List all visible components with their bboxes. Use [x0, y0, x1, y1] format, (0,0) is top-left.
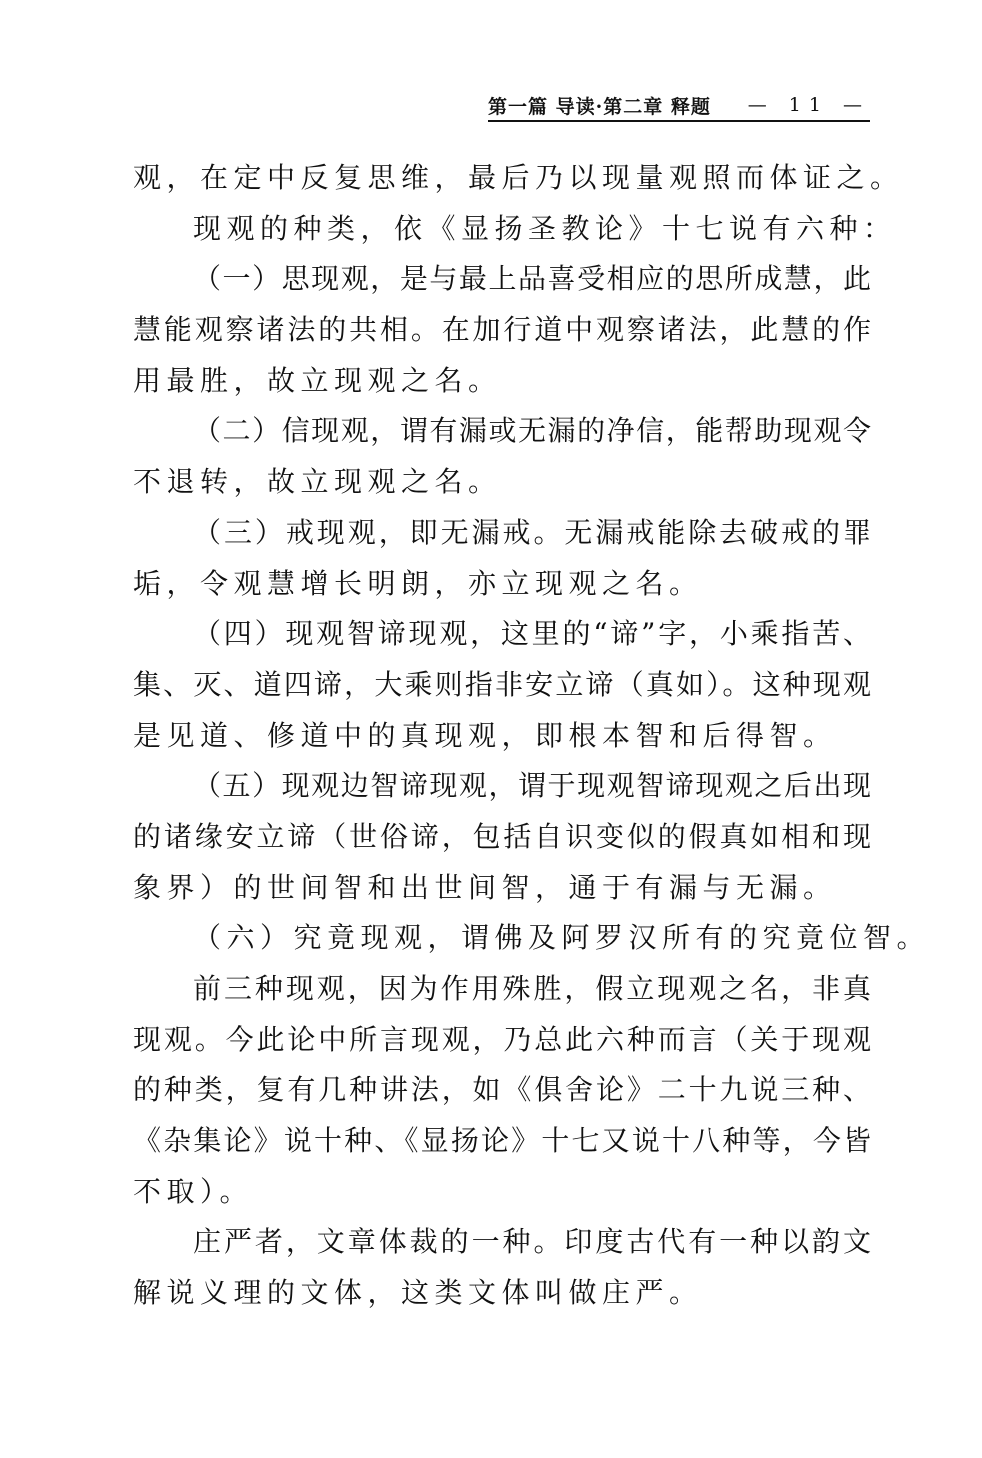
text-line: 观，在定中反复思维，最后乃以现量观照而体证之。	[133, 161, 904, 194]
text-line: 垢，令观慧增长明朗，亦立现观之名。	[133, 566, 703, 600]
text-line: 不取）。	[133, 1174, 254, 1208]
paragraph-first-line: （二）信现观，谓有漏或无漏的净信，能帮助现观令	[193, 414, 871, 448]
text-line: 《杂集论》说十种、《显扬论》十七又说十八种等，今皆	[133, 1124, 871, 1158]
paragraph-first-line: 前三种现观，因为作用殊胜，假立现观之名，非真	[193, 972, 871, 1005]
paragraph-first-line: 现观的种类，依《显扬圣教论》十七说有六种：	[193, 211, 897, 245]
page-number: — 11 —	[747, 94, 870, 116]
text-line: 的诸缘安立谛（世俗谛，包括自识变似的假真如相和现	[133, 819, 871, 853]
text-line: 的种类，复有几种讲法，如《俱舍论》二十九说三种、	[133, 1073, 871, 1107]
chapter-title: 第一篇 导读·第二章 释题	[488, 95, 711, 118]
text-line: 不退转，故立现观之名。	[133, 465, 502, 499]
paragraph-first-line: 庄严者，文章体裁的一种。印度古代有一种以韵文	[193, 1225, 871, 1259]
paragraph-first-line: （三）戒现观，即无漏戒。无漏戒能除去破戒的罪	[193, 515, 871, 549]
paragraph-first-line: （六）究竟现观，谓佛及阿罗汉所有的究竟位智。	[193, 921, 931, 955]
text-line: 用最胜，故立现观之名。	[133, 363, 502, 397]
paragraph-first-line: （四）现观智谛现观，这里的“谛”字，小乘指苦、	[193, 617, 871, 651]
running-header	[488, 90, 870, 122]
text-line: 是见道、修道中的真现观，即根本智和后得智。	[133, 718, 837, 752]
text-line: 集、灭、道四谛，大乘则指非安立谛（真如）。这种现观	[133, 667, 871, 701]
text-line: 慧能观察诸法的共相。在加行道中观察诸法，此慧的作	[133, 313, 871, 347]
text-line: 解说义理的文体，这类文体叫做庄严。	[133, 1276, 703, 1310]
page-body	[133, 153, 931, 1319]
text-line: 象界）的世间智和出世间智，通于有漏与无漏。	[133, 870, 837, 904]
paragraph-first-line: （一）思现观，是与最上品喜受相应的思所成慧，此	[193, 262, 871, 296]
text-line: 现观。今此论中所言现观，乃总此六种而言（关于现观	[133, 1022, 871, 1056]
paragraph-first-line: （五）现观边智谛现观，谓于现观智谛现观之后出现	[193, 769, 871, 803]
